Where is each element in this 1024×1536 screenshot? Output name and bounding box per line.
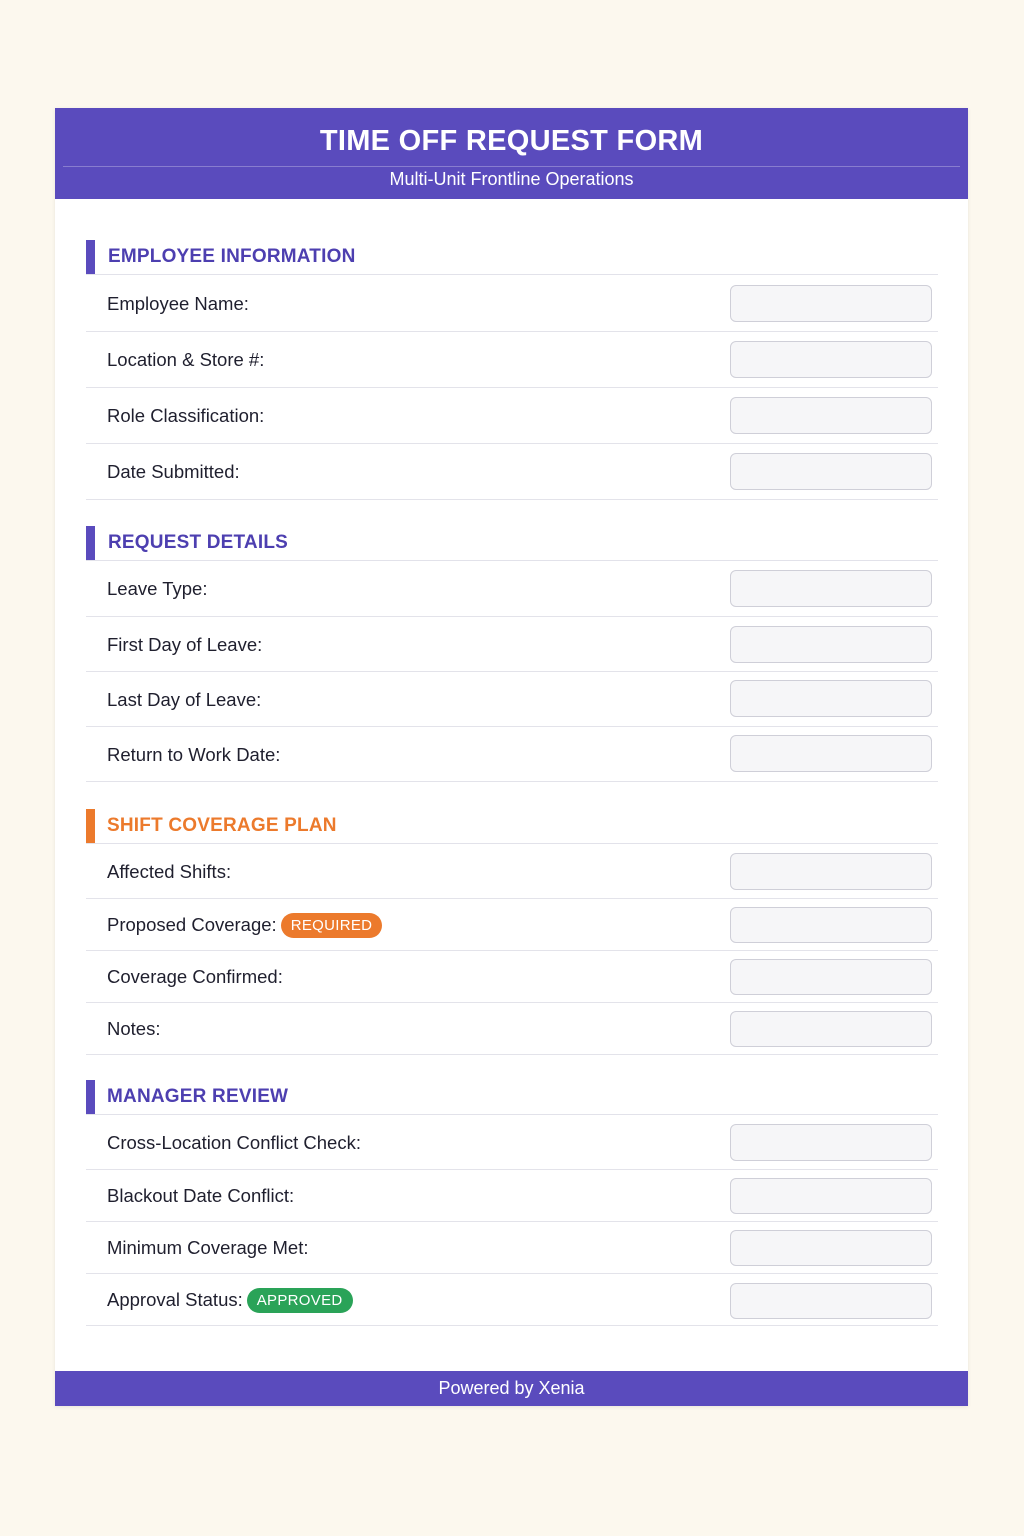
field-label: Leave Type: — [107, 578, 208, 599]
approval-status-input[interactable] — [730, 1283, 932, 1319]
section-accent-bar — [86, 809, 95, 843]
form-header — [55, 108, 968, 199]
last-day-input[interactable] — [730, 680, 932, 717]
form-row-return-date — [86, 727, 938, 782]
form-footer: Powered by Xenia — [55, 1371, 968, 1406]
coverage-confirmed-input[interactable] — [730, 959, 932, 995]
approved-badge: APPROVED — [247, 1288, 353, 1313]
form-row-affected-shifts — [86, 844, 938, 899]
location-store-input[interactable] — [730, 341, 932, 378]
field-label: Affected Shifts: — [107, 860, 232, 882]
section-title: SHIFT COVERAGE PLAN — [107, 815, 337, 836]
form-title: TIME OFF REQUEST FORM — [319, 125, 704, 157]
field-label-text: Approval Status: — [107, 1289, 243, 1310]
field-label: Coverage Confirmed: — [107, 966, 283, 987]
form-row-approval-status — [86, 1274, 938, 1326]
field-label — [107, 899, 382, 951]
blackout-date-input[interactable] — [730, 1178, 932, 1214]
section-title: EMPLOYEE INFORMATION — [108, 246, 356, 267]
affected-shifts-input[interactable] — [730, 853, 932, 890]
section-shift-coverage-plan — [86, 809, 938, 843]
field-label: Return to Work Date: — [107, 743, 281, 765]
proposed-coverage-input[interactable] — [730, 907, 932, 943]
form-row-role-classification — [86, 388, 938, 444]
form-card — [55, 108, 968, 1406]
date-submitted-input[interactable] — [730, 453, 932, 490]
minimum-coverage-input[interactable] — [730, 1230, 932, 1266]
form-row-coverage-confirmed — [86, 951, 938, 1003]
form-row-proposed-coverage — [86, 899, 938, 951]
field-label: Blackout Date Conflict: — [107, 1185, 295, 1206]
field-label: Notes: — [107, 1018, 161, 1039]
return-date-input[interactable] — [730, 735, 932, 772]
section-accent-bar — [86, 526, 95, 560]
required-badge: REQUIRED — [281, 913, 383, 938]
notes-input[interactable] — [730, 1011, 932, 1047]
form-row-last-day — [86, 672, 938, 727]
form-row-location-store — [86, 332, 938, 388]
cross-location-check-input[interactable] — [730, 1124, 932, 1161]
form-row-employee-name — [86, 275, 938, 332]
form-row-date-submitted — [86, 444, 938, 500]
section-accent-bar — [86, 1080, 95, 1114]
employee-name-input[interactable] — [730, 285, 932, 322]
field-label: Minimum Coverage Met: — [107, 1237, 309, 1258]
field-label: First Day of Leave: — [107, 633, 263, 655]
first-day-input[interactable] — [730, 626, 932, 663]
field-label-text: Proposed Coverage: — [107, 914, 277, 935]
form-row-notes — [86, 1003, 938, 1055]
section-title: MANAGER REVIEW — [107, 1086, 289, 1107]
field-label: Employee Name: — [107, 292, 249, 314]
form-row-minimum-coverage — [86, 1222, 938, 1274]
field-label: Role Classification: — [107, 405, 265, 426]
role-classification-input[interactable] — [730, 397, 932, 434]
form-row-first-day — [86, 617, 938, 672]
field-label: Cross-Location Conflict Check: — [107, 1131, 361, 1153]
form-row-cross-location-check — [86, 1115, 938, 1170]
form-subtitle: Multi-Unit Frontline Operations — [389, 169, 634, 189]
form-row-blackout-date — [86, 1170, 938, 1222]
form-row-leave-type — [86, 561, 938, 617]
section-employee-information — [86, 240, 938, 274]
field-label: Date Submitted: — [107, 461, 240, 482]
field-label — [107, 1274, 353, 1326]
field-label: Last Day of Leave: — [107, 688, 262, 710]
section-accent-bar — [86, 240, 95, 274]
section-title: REQUEST DETAILS — [108, 532, 288, 553]
header-divider — [63, 166, 960, 167]
field-label: Location & Store #: — [107, 349, 265, 370]
section-manager-review — [86, 1080, 938, 1114]
section-request-details — [86, 526, 938, 560]
leave-type-input[interactable] — [730, 570, 932, 607]
